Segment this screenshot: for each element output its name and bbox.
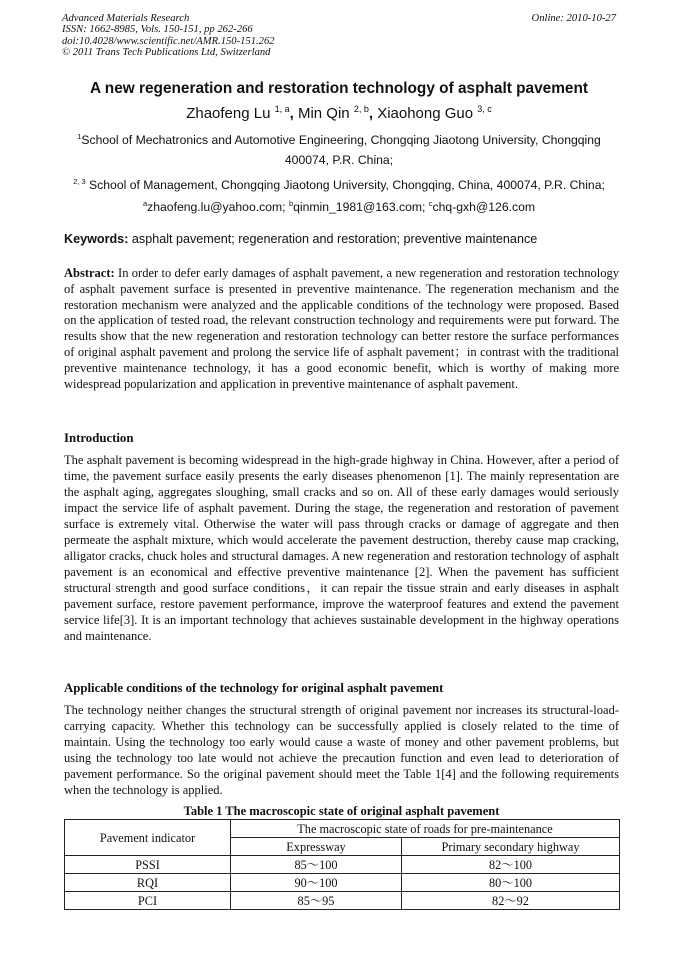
cell-expressway: 85～95 bbox=[231, 892, 402, 910]
email-a: zhaofeng.lu@yahoo.com; bbox=[147, 200, 286, 215]
author-name: Min Qin bbox=[297, 105, 350, 122]
online-date: Online: 2010-10-27 bbox=[531, 13, 616, 24]
table-header-row bbox=[65, 820, 620, 838]
cell-primary: 82～100 bbox=[402, 856, 620, 874]
header-group: The macroscopic state of roads for pre-maintenance bbox=[231, 820, 620, 838]
email-line bbox=[56, 194, 622, 217]
journal-name: Advanced Materials Research bbox=[62, 13, 190, 24]
author-list: Zhaofeng Lu $^{1, a}$, Min Qin $^{2, b}$, Xiaohong Guo $^{3, c}$ bbox=[186, 104, 492, 122]
macroscopic-state-table bbox=[64, 819, 620, 910]
author-name: Zhaofeng Lu bbox=[186, 105, 271, 122]
table-row bbox=[65, 892, 620, 910]
issn-line: ISSN: 1662-8985, Vols. 150-151, pp 262-266 bbox=[62, 24, 253, 36]
header-primary: Primary secondary highway bbox=[402, 838, 620, 856]
table-row bbox=[65, 874, 620, 892]
author-sup: 1, a bbox=[274, 104, 290, 114]
affiliation-text: 400074, P.R. China; bbox=[284, 153, 394, 168]
email-sup: a bbox=[142, 199, 148, 208]
table-caption: Table 1 The macroscopic state of original asphalt pavement bbox=[183, 804, 500, 818]
email-sup: b bbox=[288, 199, 294, 208]
abstract-text: In order to defer early damages of asphalt pavement, a new regeneration and restoration technology of asphalt pavement surface is presented in preventive maintenance. The regeneration mechanism and the restoration mechanism were analyzed and the applicable conditions of the technology were proposed. Based on the application of tested road, the relevant construction technology and requirements were put forward. The results show that the new regeneration and restoration technology can better restore the surface performances of original asphalt pavement and prolong the service life of asphalt pavement；in contrast with the traditional preventive maintenance technology, it has a good economic benefit, which is worthy of making more widespread popularization and application in preventive maintenance of asphalt pavement. bbox=[64, 266, 620, 391]
cell-expressway: 85～100 bbox=[231, 856, 402, 874]
abstract bbox=[64, 266, 619, 392]
affiliation-text: School of Management, Chongqing Jiaotong University, Chongqing, China, 400074, P.R. China; bbox=[89, 178, 605, 193]
table-row bbox=[65, 856, 620, 874]
keywords-label: Keywords: bbox=[64, 232, 129, 246]
header-indicator: Pavement indicator bbox=[65, 820, 231, 856]
abstract-label: Abstract: bbox=[64, 266, 115, 280]
cell-indicator: PCI bbox=[65, 892, 231, 910]
author-name: Xiaohong Guo bbox=[377, 105, 474, 122]
affiliation-2-3 bbox=[56, 172, 622, 195]
keywords-text: asphalt pavement; regeneration and restoration; preventive maintenance bbox=[131, 232, 538, 246]
email-sup: c bbox=[428, 199, 433, 208]
copyright-line: © 2011 Trans Tech Publications Ltd, Switzerland bbox=[62, 46, 271, 58]
keywords-line bbox=[64, 232, 620, 246]
applicable-text: The technology neither changes the structural strength of original pavement nor increases its structural-load-carrying capacity. Whether this technology can be successfully applied is closely related to the time of maintain. Using the technology too early would cause a waste of money and other pavement problems, but using the technology too late would not achieve the precaution function and even lead to deterioration of pavement performance. So the original pavement should meet the Table 1[4] and the following requirements when the technology is applied. bbox=[64, 703, 619, 797]
author-sup: 3, c bbox=[477, 104, 492, 114]
cell-indicator: RQI bbox=[65, 874, 231, 892]
doi-line: doi:10.4028/www.scientific.net/AMR.150-151.262 bbox=[62, 35, 275, 47]
affiliation-sup: 2, 3 bbox=[73, 177, 86, 186]
affiliation-text: School of Mechatronics and Automotive Engineering, Chongqing Jiaotong University, Chongqing bbox=[81, 133, 601, 148]
applicable-heading: Applicable conditions of the technology for original asphalt pavement bbox=[64, 681, 444, 695]
introduction-text: The asphalt pavement is becoming widespread in the high-grade highway in China. However, after a period of time, the pavement surface easily presents the early diseases phenomenon [1]. The mainly representation are the asphalt aging, aggregates sloughing, small cracks and so on. All of these early damages would seriously impact the service life of asphalt pavement. During the stage, the regeneration and restoration of pavement surface is extremely vital. Otherwise the water will pass through cracks or damage of aggregate and then permeate the asphalt mixture, which would accelerate the pavement destruction, thereby cause map cracking, alligator cracks, chuck holes and structural damages. A new regeneration and restoration technology of asphalt pavement is an economical and effective preventive maintenance [2]. When the pavement has sufficient structural strength and good surface conditions，it can repair the tissue strain and early diseases in asphalt pavement surface, restore pavement performance, improve the waterproof features and extend the pavement service life[3]. It is an important technology that achieves sustainable development in the highway operations and maintenance. bbox=[64, 453, 619, 643]
journal-header bbox=[62, 13, 616, 58]
affiliation-1 bbox=[56, 127, 622, 170]
author-sup: 2, b bbox=[353, 104, 369, 114]
affiliation-sup: 1 bbox=[77, 132, 82, 141]
cell-primary: 82～92 bbox=[402, 892, 620, 910]
cell-primary: 80～100 bbox=[402, 874, 620, 892]
header-expressway: Expressway bbox=[231, 838, 402, 856]
email-c: chq-gxh@126.com bbox=[432, 200, 536, 215]
cell-expressway: 90～100 bbox=[231, 874, 402, 892]
paper-title: A new regeneration and restoration technology of asphalt pavement bbox=[89, 80, 588, 97]
email-b: qinmin_1981@163.com; bbox=[293, 200, 426, 215]
cell-indicator: PSSI bbox=[65, 856, 231, 874]
introduction-heading: Introduction bbox=[64, 431, 134, 445]
